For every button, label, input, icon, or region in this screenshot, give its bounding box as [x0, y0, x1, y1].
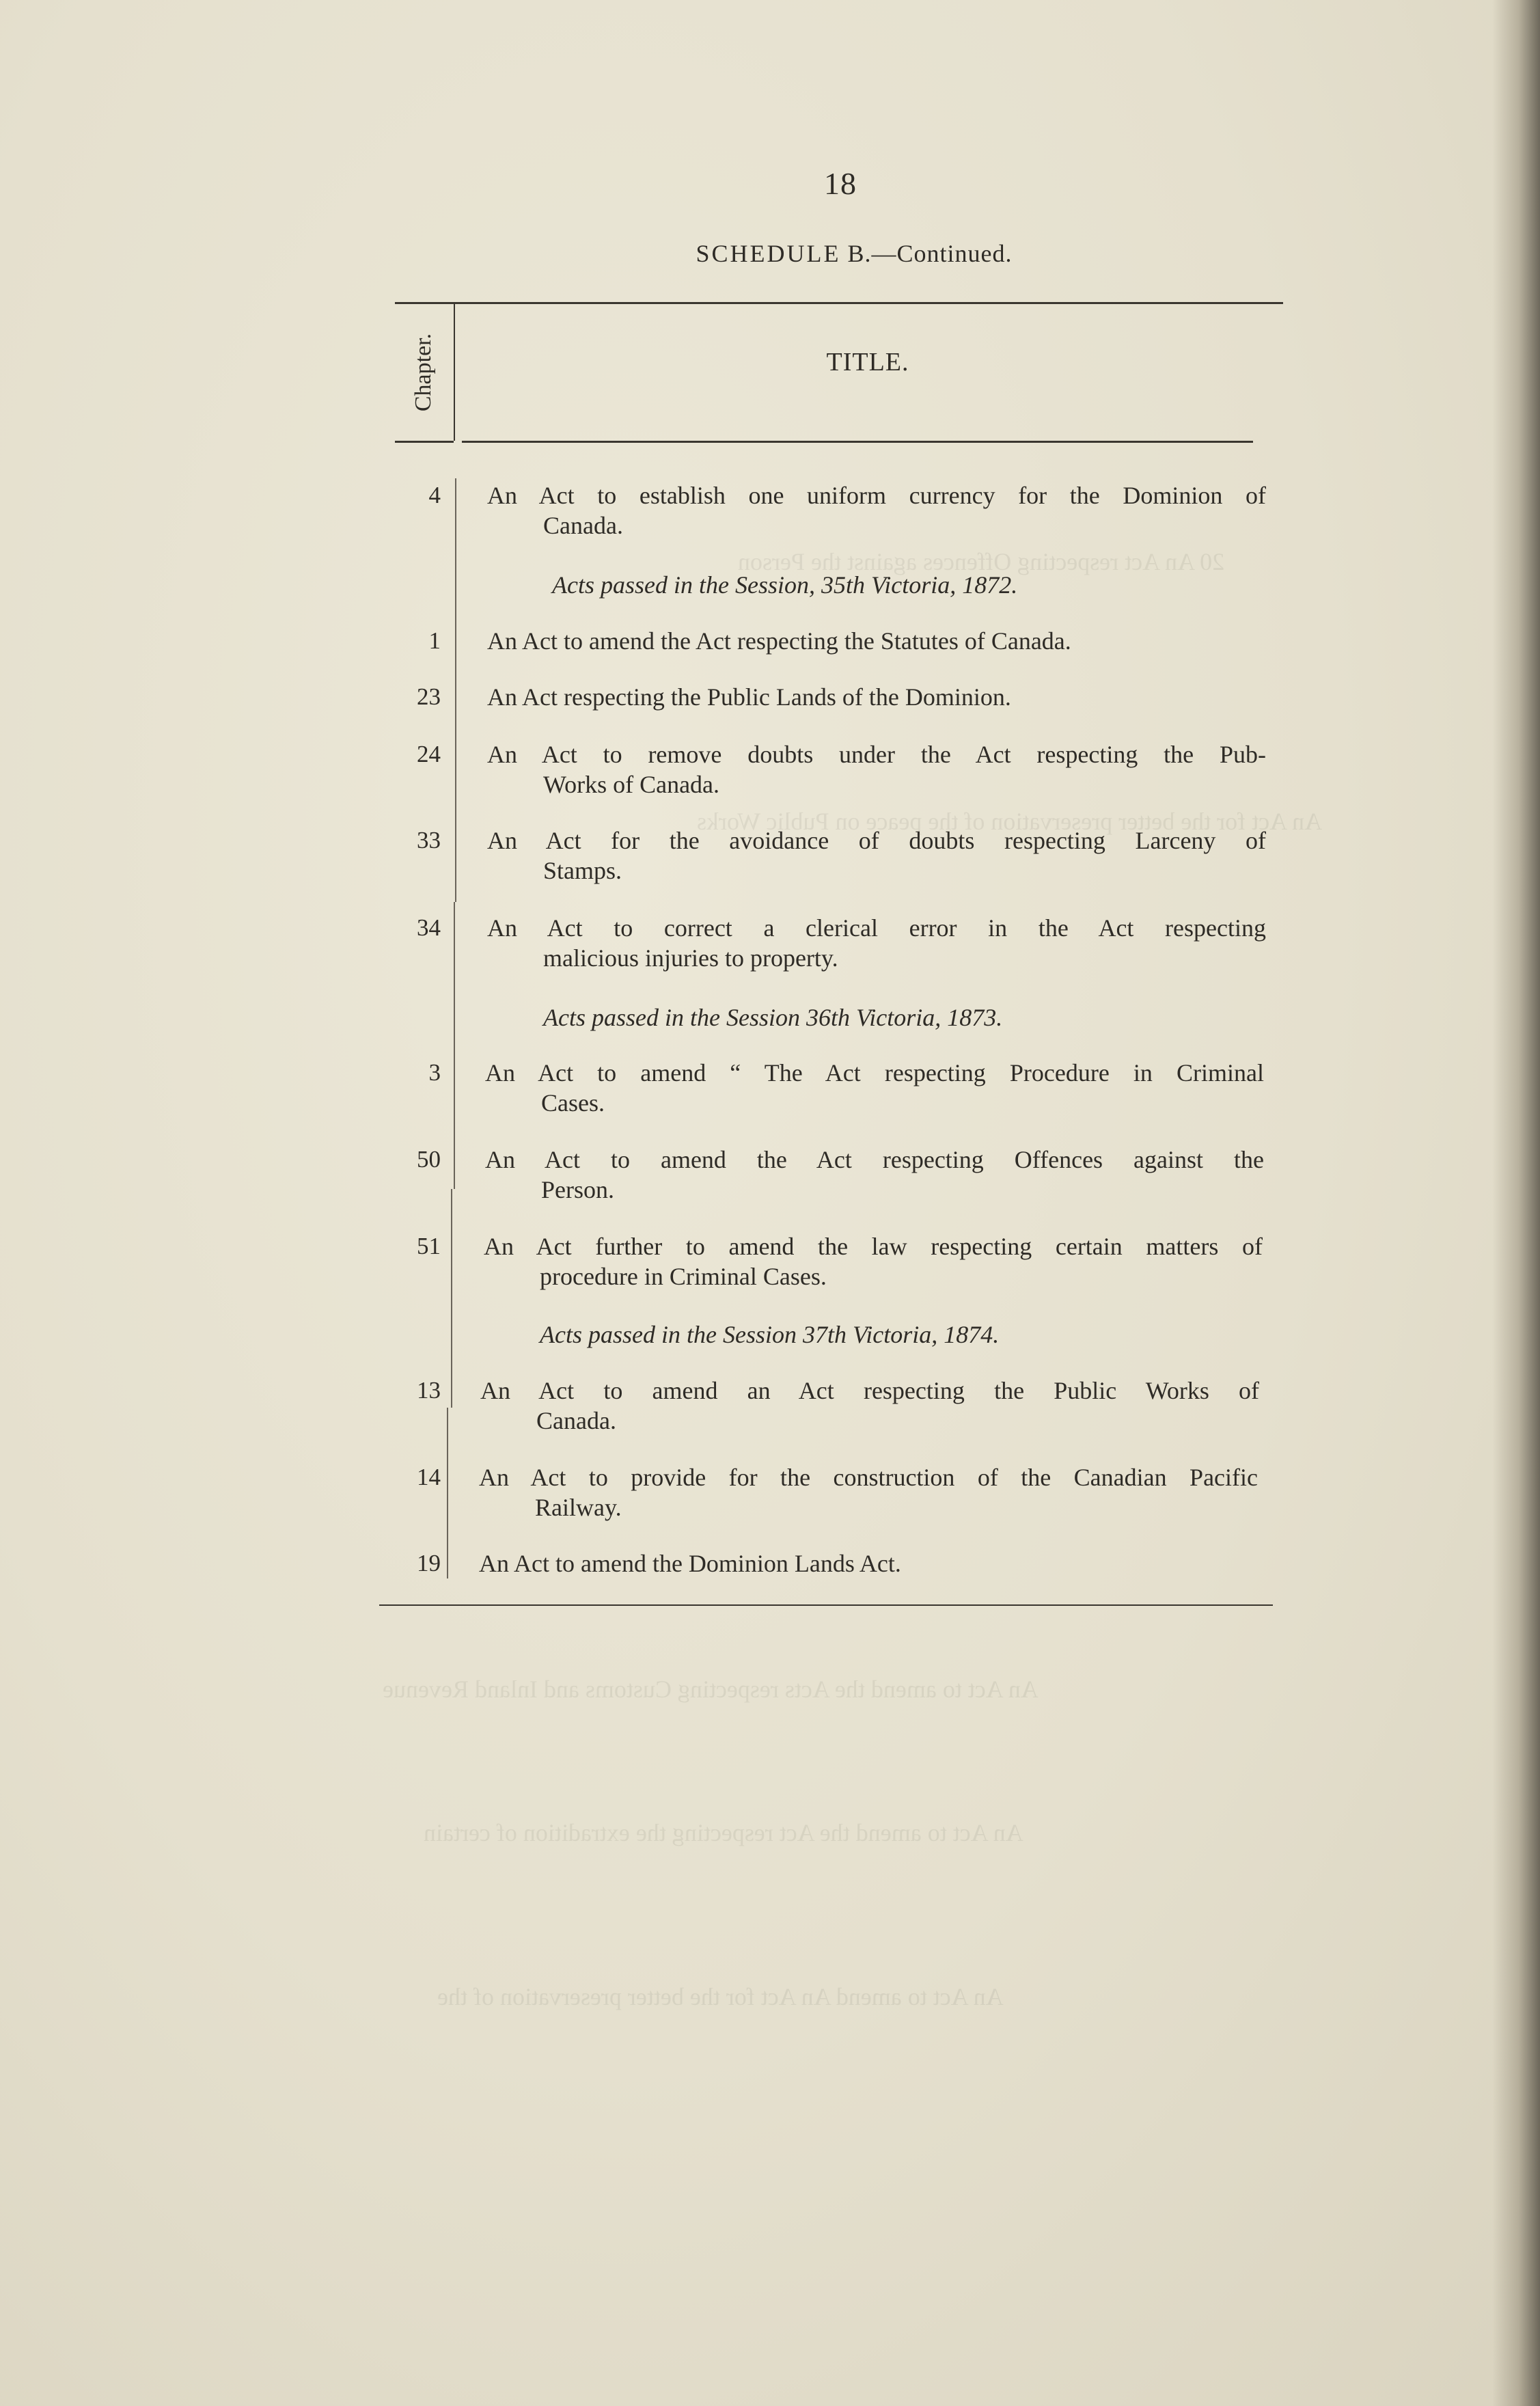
body-column-divider — [454, 902, 455, 1189]
chapter-number: 24 — [417, 741, 441, 767]
session-heading: Acts passed in the Session 37th Victoria, 1874. — [540, 1321, 1000, 1348]
act-title-line1: An Act to amend the Act respecting Offences against the — [485, 1146, 1264, 1173]
header-rule-left — [395, 441, 454, 443]
act-title-line1: An Act to amend an Act respecting the Public Works of — [480, 1377, 1259, 1404]
act-title-line1: An Act to establish one uniform currency for the Dominion of — [487, 482, 1266, 509]
act-title — [487, 913, 1266, 973]
chapter-number: 33 — [417, 827, 441, 853]
session-heading: Acts passed in the Session 36th Victoria, 1873. — [543, 1004, 1003, 1031]
chapter-number: 1 — [428, 627, 441, 654]
act-title-line2: Person. — [541, 1176, 614, 1203]
chapter-column-header — [396, 311, 451, 434]
schedule-letter: B. — [847, 240, 872, 267]
act-title — [487, 626, 1266, 656]
act-title — [485, 1058, 1264, 1118]
show-through-text: 20 An Act respecting Offences against the Person — [738, 548, 1225, 575]
chapter-header-label: Chapter. — [411, 333, 437, 412]
chapter-number: 3 — [428, 1059, 441, 1086]
continued-label: —Continued. — [871, 240, 1013, 267]
session-heading: Acts passed in the Session, 35th Victoria, 1872. — [552, 571, 1018, 599]
act-title — [479, 1548, 1258, 1578]
show-through-text: An Act for the better preservation of the peace on Public Works — [697, 808, 1323, 835]
act-title — [487, 825, 1266, 886]
title-column-header: TITLE. — [826, 348, 909, 377]
show-through-text: An Act to amend the Act respecting the extradition of certain — [424, 1819, 1023, 1846]
act-title — [487, 682, 1266, 712]
act-title-line2: Cases. — [541, 1089, 605, 1117]
schedule-word: SCHEDULE — [696, 240, 841, 267]
act-title-line1: An Act respecting the Public Lands of the Dominion. — [487, 683, 1011, 711]
act-title-line1: An Act for the avoidance of doubts respecting Larceny of — [487, 827, 1266, 854]
page-number: 18 — [824, 166, 857, 201]
act-title — [487, 480, 1266, 541]
chapter-number: 4 — [428, 482, 441, 508]
page-edge-shadow — [1492, 0, 1540, 2406]
chapter-number: 14 — [417, 1464, 441, 1490]
act-title-line1: An Act to amend the Act respecting the Statutes of Canada. — [487, 627, 1071, 655]
act-title — [485, 1145, 1264, 1205]
act-title-line1: An Act to provide for the construction of the Canadian Pacific — [479, 1464, 1258, 1491]
body-column-divider — [455, 478, 456, 902]
show-through-text: An Act to amend An Act for the better preservation of the — [437, 1983, 1004, 2010]
act-title-line2: procedure in Criminal Cases. — [540, 1263, 827, 1290]
act-title-line1: An Act to correct a clerical error in the Act respecting — [487, 914, 1266, 942]
act-title-line1: An Act to amend “ The Act respecting Procedure in Criminal — [485, 1059, 1264, 1086]
act-title-line2: Canada. — [543, 512, 623, 539]
chapter-number: 23 — [417, 683, 441, 710]
act-title-line2: Railway. — [535, 1494, 622, 1521]
body-column-divider — [447, 1408, 448, 1578]
body-column-divider — [451, 1189, 452, 1408]
act-title-line2: Stamps. — [543, 857, 622, 884]
act-title-line2: Works of Canada. — [543, 771, 720, 798]
chapter-number: 13 — [417, 1377, 441, 1404]
table-bottom-rule — [379, 1604, 1273, 1606]
act-title — [480, 1376, 1259, 1436]
act-title-line2: Canada. — [536, 1407, 616, 1434]
chapter-number: 19 — [417, 1550, 441, 1576]
chapter-number: 51 — [417, 1233, 441, 1259]
act-title-line2: malicious injuries to property. — [543, 944, 838, 972]
schedule-heading — [615, 239, 1093, 268]
show-through-text: An Act to amend the Acts respecting Customs and Inland Revenue — [383, 1676, 1039, 1703]
table-top-rule — [395, 302, 1283, 304]
act-title — [487, 739, 1266, 799]
act-title — [484, 1231, 1263, 1291]
act-title-line1: An Act further to amend the law respecting certain matters of — [484, 1233, 1263, 1260]
chapter-number: 34 — [417, 914, 441, 941]
act-title-line1: An Act to amend the Dominion Lands Act. — [479, 1550, 901, 1577]
act-title — [479, 1462, 1258, 1522]
chapter-number: 50 — [417, 1146, 441, 1173]
act-title-line1: An Act to remove doubts under the Act respecting the Pub- — [487, 741, 1266, 768]
header-rule-right — [462, 441, 1253, 443]
header-column-divider — [454, 304, 455, 441]
